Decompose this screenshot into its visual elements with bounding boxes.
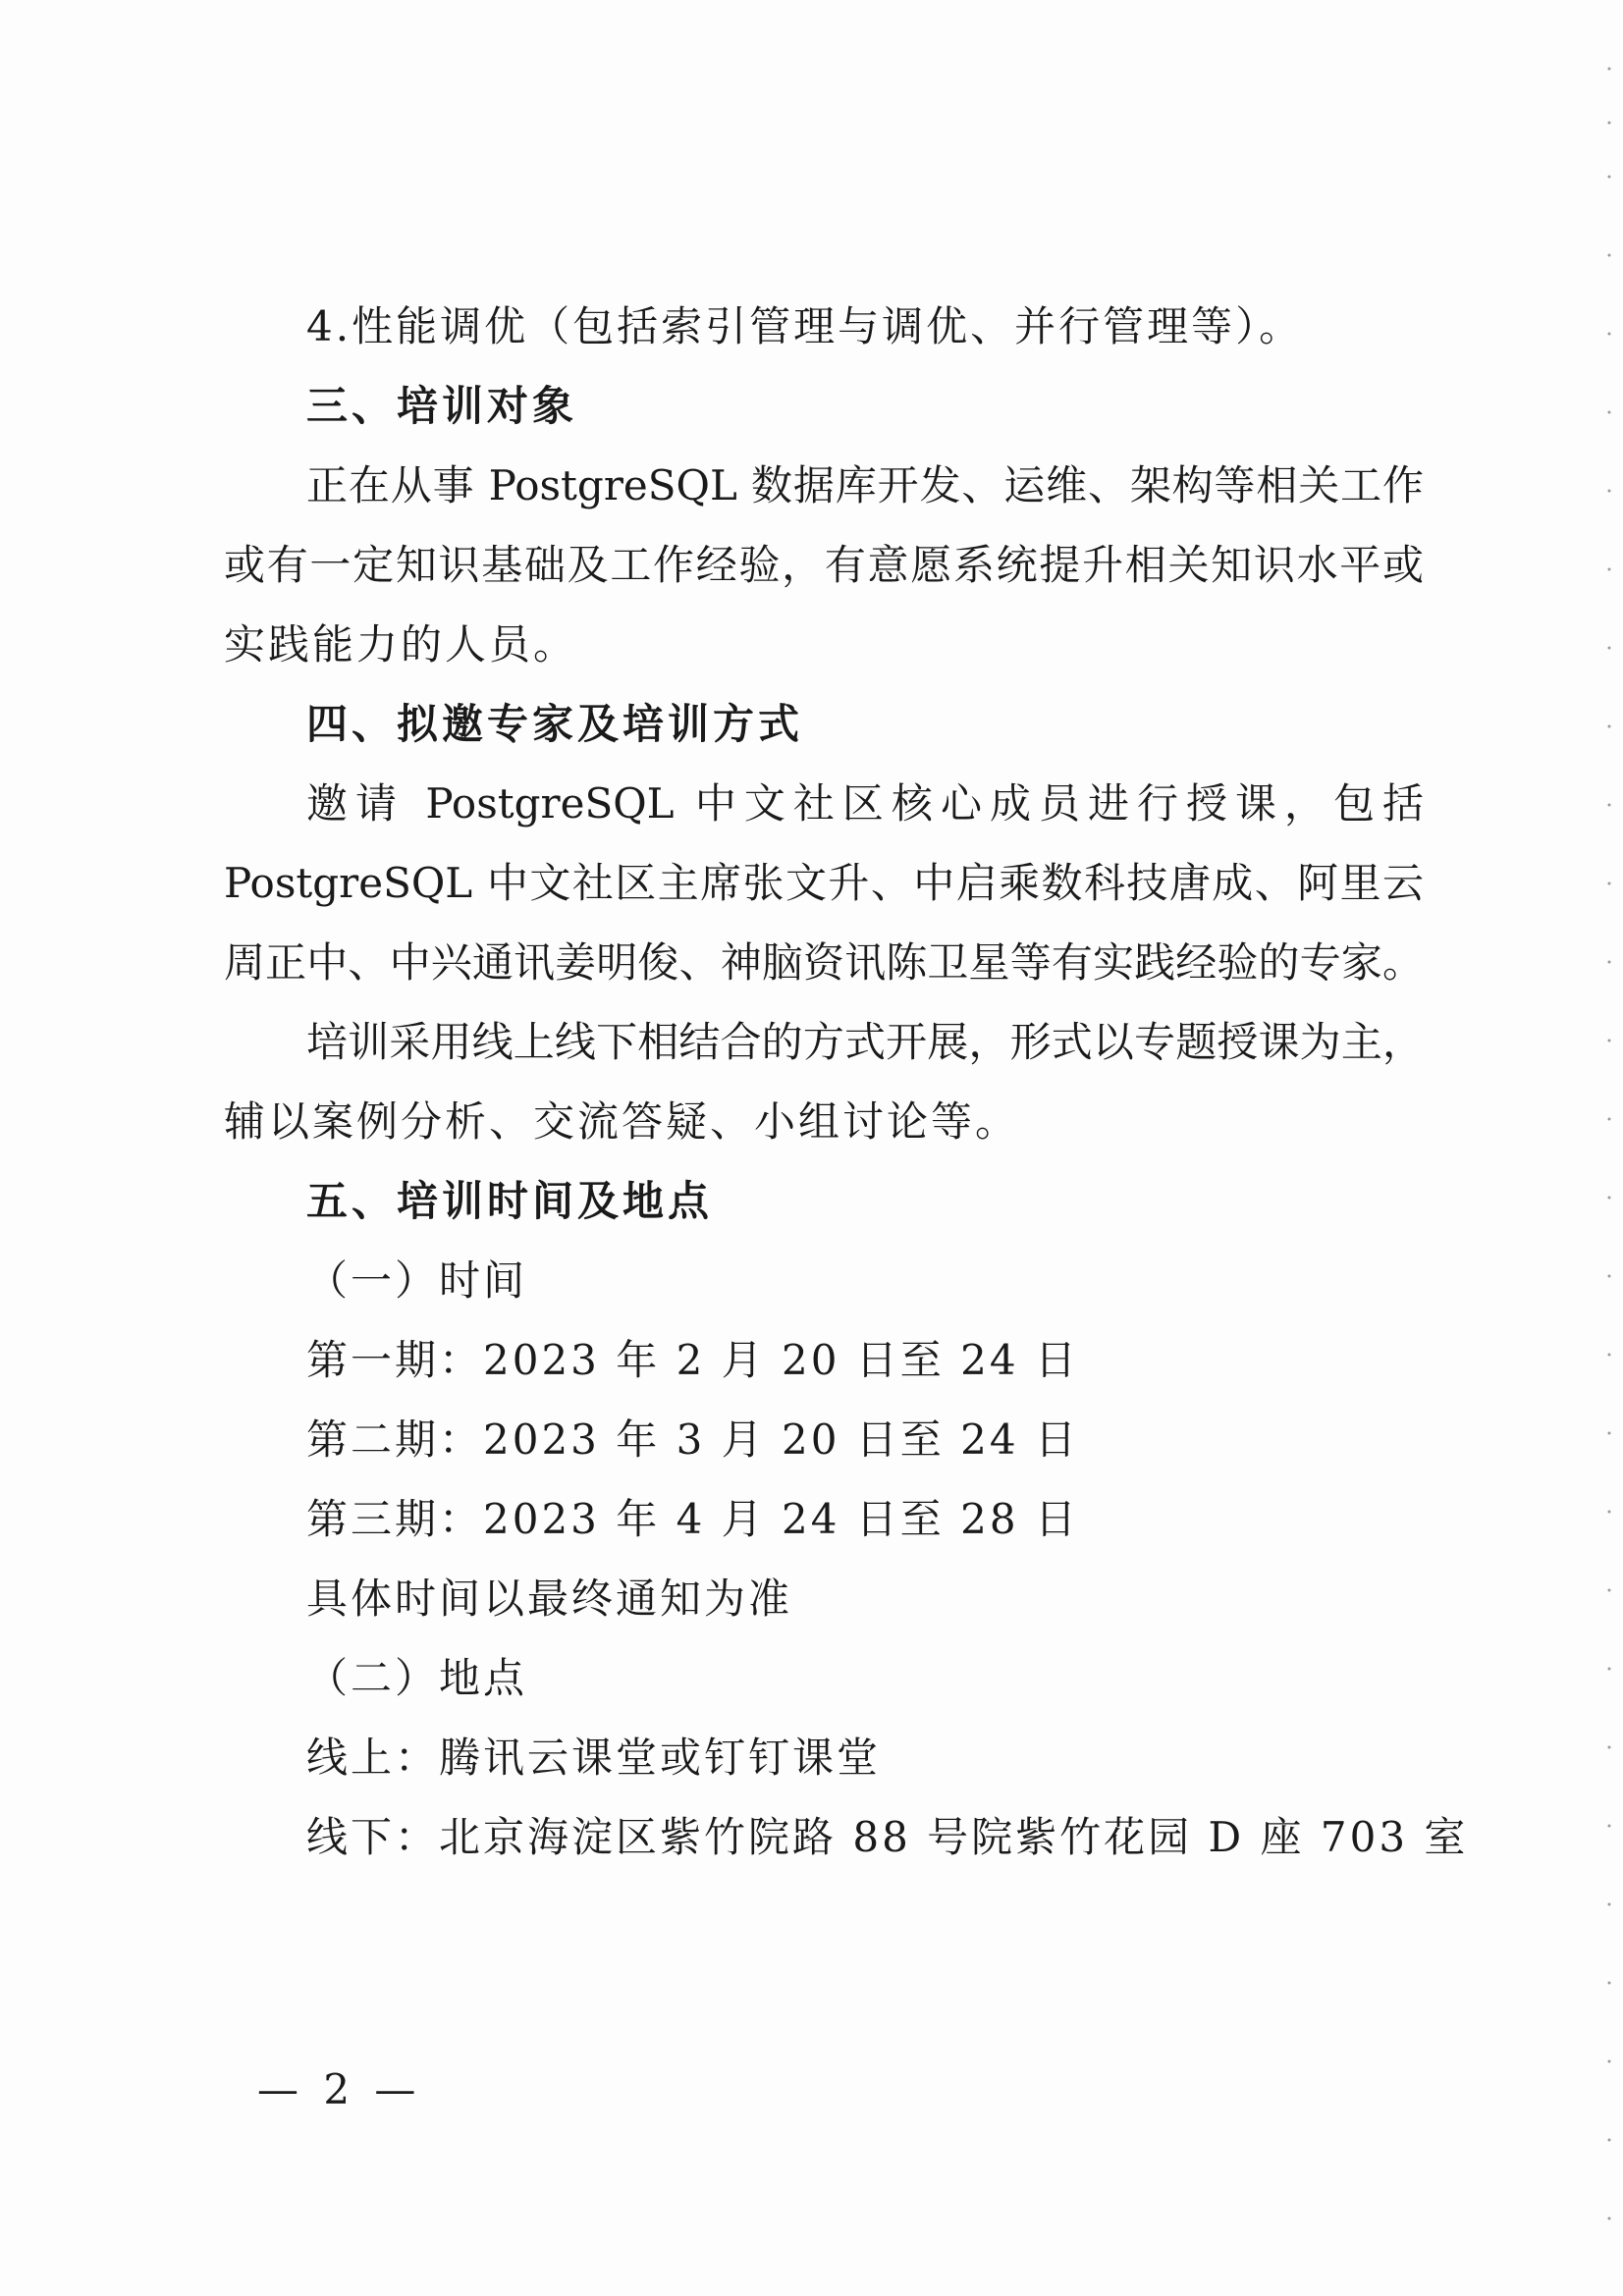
paragraph-audience-line-2: 或有一定知识基础及工作经验，有意愿系统提升相关知识水平或	[224, 541, 1424, 589]
heading-experts-and-method: 四、拟邀专家及培训方式	[306, 700, 804, 748]
subheading-location: （二）地点	[306, 1654, 528, 1702]
paragraph-experts-line-3: 周正中、中兴通讯姜明俊、神脑资讯陈卫星等有实践经验的专家。	[224, 938, 1424, 987]
paragraph-method-line-1: 培训采用线上线下相结合的方式开展，形式以专题授课为主，	[306, 1018, 1424, 1066]
heading-time-and-location: 五、培训时间及地点	[306, 1177, 714, 1225]
location-offline: 线下：北京海淀区紫竹院路 88 号院紫竹花园 D 座 703 室	[306, 1813, 1469, 1861]
page-number: — 2 —	[257, 2065, 422, 2113]
session-3-dates: 第三期：2023 年 4 月 24 日至 28 日	[306, 1495, 1079, 1543]
time-subject-to-notice: 具体时间以最终通知为准	[306, 1575, 793, 1623]
heading-training-audience: 三、培训对象	[306, 382, 578, 430]
subheading-time: （一）时间	[306, 1256, 528, 1305]
paragraph-method-line-2: 辅以案例分析、交流答疑、小组讨论等。	[224, 1097, 1020, 1146]
session-1-dates: 第一期：2023 年 2 月 20 日至 24 日	[306, 1336, 1079, 1384]
paragraph-experts-line-2: PostgreSQL 中文社区主席张文升、中启乘数科技唐成、阿里云	[224, 859, 1424, 907]
location-online: 线上：腾讯云课堂或钉钉课堂	[306, 1734, 882, 1782]
session-2-dates: 第二期：2023 年 3 月 20 日至 24 日	[306, 1415, 1079, 1464]
scan-edge-dots	[1584, 0, 1623, 2296]
paragraph-experts-line-1: 邀请 PostgreSQL 中文社区核心成员进行授课，包括	[306, 779, 1424, 828]
paragraph-performance-tuning: 4.性能调优（包括索引管理与调优、并行管理等）。	[306, 302, 1304, 350]
paragraph-audience-line-3: 实践能力的人员。	[224, 620, 578, 668]
paragraph-audience-line-1: 正在从事 PostgreSQL 数据库开发、运维、架构等相关工作	[306, 461, 1424, 509]
